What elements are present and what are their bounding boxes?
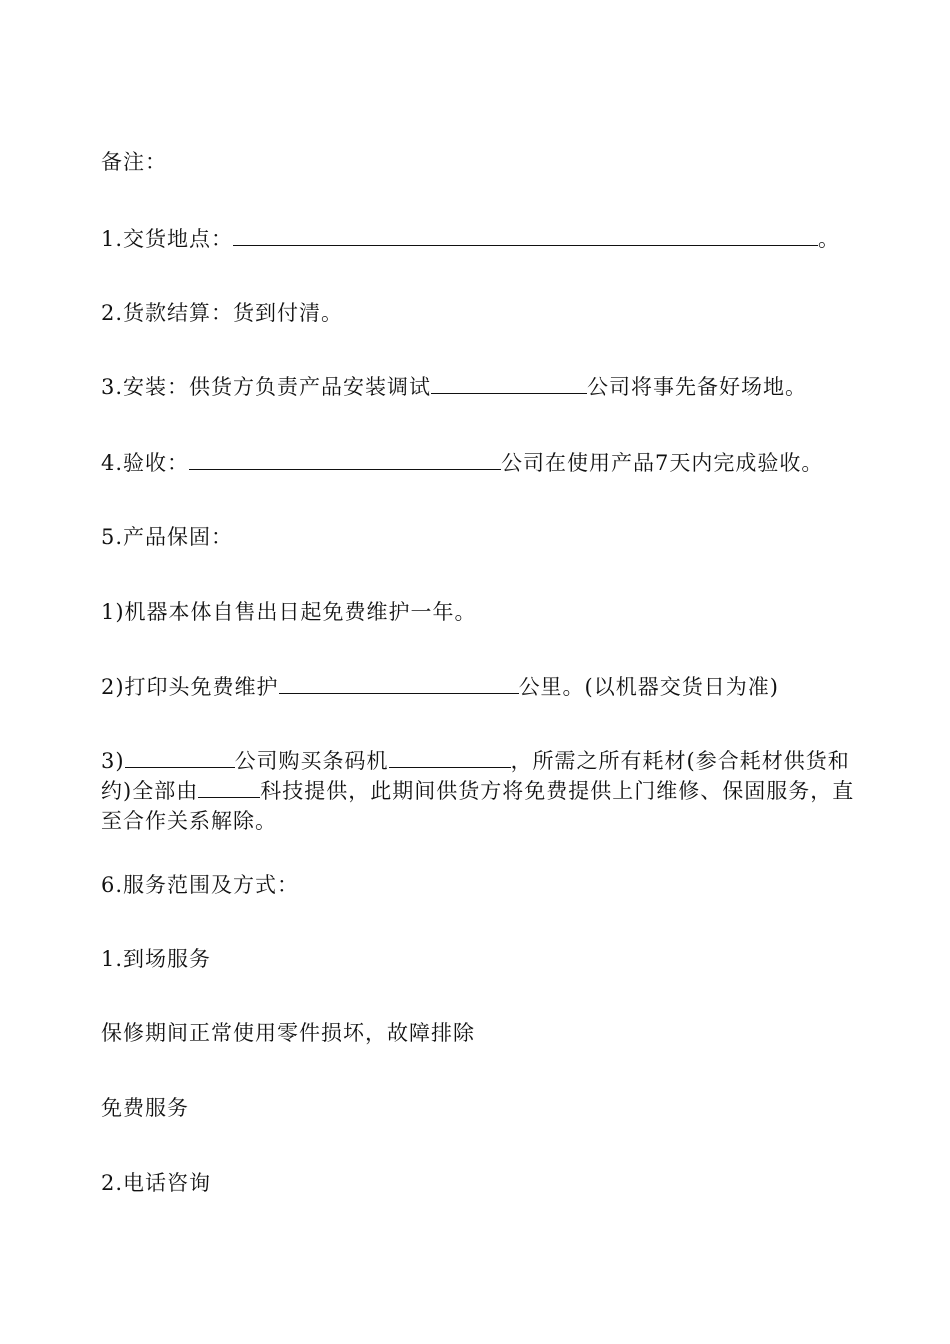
acceptance-label: 4.验收： xyxy=(101,451,190,475)
warranty-3-part1: 公司购买条码机 xyxy=(234,749,389,773)
install-blank xyxy=(431,375,587,394)
service-item-1: 1.到场服务 xyxy=(101,947,212,971)
acceptance-suffix: 公司在使用产品7天内完成验收。 xyxy=(501,451,824,475)
payment-line: 2.货款结算：货到付清。 xyxy=(101,301,344,325)
install-label: 3.安装：供货方负责产品安装调试 xyxy=(101,375,432,399)
warranty-3-blank-2 xyxy=(389,751,511,768)
warranty-3-part3: 科技提供，此期间供货方将免费提供上门维修、保固服务，直至合作关系解除。 xyxy=(101,779,855,833)
service-heading: 6.服务范围及方式： xyxy=(101,873,300,897)
install-line xyxy=(101,372,871,402)
warranty-3-blank-1 xyxy=(125,751,235,768)
notes-heading: 备注： xyxy=(101,150,167,174)
warranty-2-label: 2)打印头免费维护 xyxy=(101,675,279,699)
warranty-item-1: 1)机器本体自售出日起免费维护一年。 xyxy=(101,600,477,624)
service-item-1-desc: 保修期间正常使用零件损坏，故障排除 xyxy=(101,1021,475,1045)
service-item-1-fee: 免费服务 xyxy=(101,1096,189,1120)
warranty-heading: 5.产品保固： xyxy=(101,525,234,549)
warranty-3-prefix: 3) xyxy=(101,749,125,773)
warranty-2-blank xyxy=(279,675,519,694)
install-suffix: 公司将事先备好场地。 xyxy=(587,375,808,399)
delivery-suffix: 。 xyxy=(818,227,841,251)
delivery-line xyxy=(101,224,871,254)
delivery-blank xyxy=(233,227,818,246)
warranty-2-suffix: 公里。(以机器交货日为准) xyxy=(518,675,779,699)
warranty-item-3 xyxy=(101,746,871,836)
acceptance-blank xyxy=(189,451,501,470)
warranty-3-blank-3 xyxy=(198,781,260,798)
service-item-2: 2.电话咨询 xyxy=(101,1171,212,1195)
warranty-3-part2: ，所需之所有耗材(参合耗材供货和约)全部由 xyxy=(101,749,850,803)
acceptance-line xyxy=(101,448,871,478)
warranty-item-2 xyxy=(101,672,871,702)
delivery-label: 1.交货地点： xyxy=(101,227,234,251)
